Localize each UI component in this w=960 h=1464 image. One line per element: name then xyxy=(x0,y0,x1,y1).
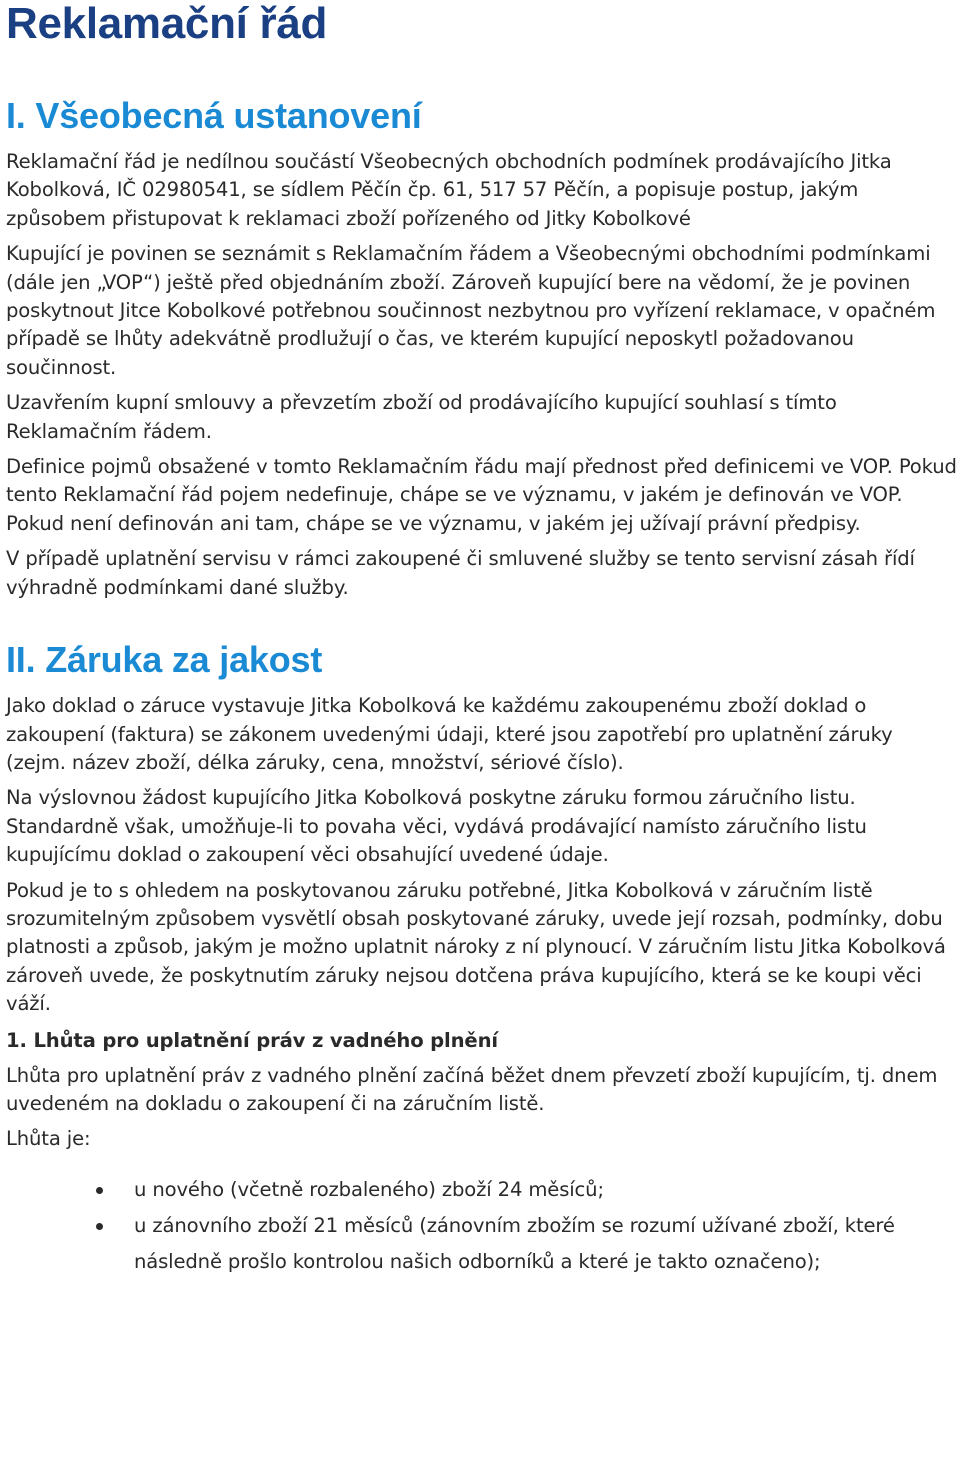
paragraph-lhuta-je: Lhůta je: xyxy=(6,1127,91,1151)
paragraph-obsah-zaruky: Pokud je to s ohledem na poskytovanou záruku potřebné, Jitka Kobolková v záručním listě srozumitelným způsobem vysvětlí obsah poskytované záruky, uvede její rozsah, podmínky, dobu platnosti a způsob, jakým je možno uplatnit nároky z ní plynoucí. V záručním listu Jitka Kobolková zároveň uvede, že poskytnutím záruky nejsou dotčena práva kupujícího, která se ke koupi věci váží. xyxy=(6,878,946,1016)
list-item-text: u nového (včetně rozbaleného) zboží 24 měsíců; xyxy=(134,1177,604,1201)
page-title: Reklamační řád xyxy=(6,0,328,48)
paragraph-doklad-o-zaruce: Jako doklad o záruce vystavuje Jitka Kobolková ke každému zakoupenému zboží doklad o zakoupení (faktura) se zákonem uvedenými údaji, které jsou zapotřebí pro uplatnění záruky (zejm. název zboží, délka záruky, cena, množství, sériové číslo). xyxy=(6,694,893,774)
section-heading-zaruka-za-jakost: II. Záruka za jakost xyxy=(6,639,323,681)
section-heading-vseobecna-ustanoveni: I. Všeobecná ustanovení xyxy=(6,95,422,136)
paragraph-definice: Definice pojmů obsažené v tomto Reklamačním řádu mají přednost před definicemi ve VOP. Pokud tento Reklamační řád pojem nedefinuje, chápe se ve významu, v jakém je definován ve VOP. Pokud není definován ani tam, chápe se ve významu, v jakém jej užívají právní předpisy. xyxy=(6,455,957,535)
document-page xyxy=(6,0,958,1280)
paragraph-zarucni-list: Na výslovnou žádost kupujícího Jitka Kobolková poskytne záruku formou záručního listu. Standardně však, umožňuje-li to povaha věci, vydává prodávající namísto záručního listu kupujícímu doklad o zakoupení věci obsahující uvedené údaje. xyxy=(6,786,867,867)
list-item xyxy=(6,1172,958,1208)
paragraph-servis: V případě uplatnění servisu v rámci zakoupené či smluvené služby se tento servisní zásah řídí výhradně podmínkami dané služby. xyxy=(6,547,915,599)
list-item-text: u zánovního zboží 21 měsíců (zánovním zbožím se rozumí užívané zboží, které následně prošlo kontrolou našich odborníků a které je takto označeno); xyxy=(134,1213,895,1273)
list-item xyxy=(6,1208,958,1280)
paragraph-lhuta-zacatek: Lhůta pro uplatnění práv z vadného plnění začíná běžet dnem převzetí zboží kupujícím, tj. dnem uvedeném na dokladu o zakoupení či na záručním listě. xyxy=(6,1063,938,1115)
bullet-icon xyxy=(96,1223,103,1230)
subsection-heading-lhuta: 1. Lhůta pro uplatnění práv z vadného plnění xyxy=(6,1028,498,1052)
paragraph-souhlas: Uzavřením kupní smlouvy a převzetím zboží od prodávajícího kupující souhlasí s tímto Reklamačním řádem. xyxy=(6,391,837,443)
paragraph-seznameni: Kupující je povinen se seznámit s Reklamačním řádem a Všeobecnými obchodními podmínkami (dále jen „VOP“) ještě před objednáním zboží. Zároveň kupující bere na vědomí, že je povinen poskytnout Jitce Kobolkové potřebnou součinnost nezbytnou pro vyřízení reklamace, v opačném případě se lhůty adekvátně prodlužují o čas, ve kterém kupující neposkytl požadovanou součinnost. xyxy=(6,242,936,379)
lhuty-list xyxy=(6,1172,958,1280)
bullet-icon xyxy=(96,1187,103,1194)
paragraph-intro: Reklamační řád je nedílnou součástí Všeobecných obchodních podmínek prodávajícího Jitka Kobolková, IČ 02980541, se sídlem Pěčín čp. 61, 517 57 Pěčín, a popisuje postup, jakým způsobem přistupovat k reklamaci zboží pořízeného od Jitky Kobolkové xyxy=(6,150,892,230)
